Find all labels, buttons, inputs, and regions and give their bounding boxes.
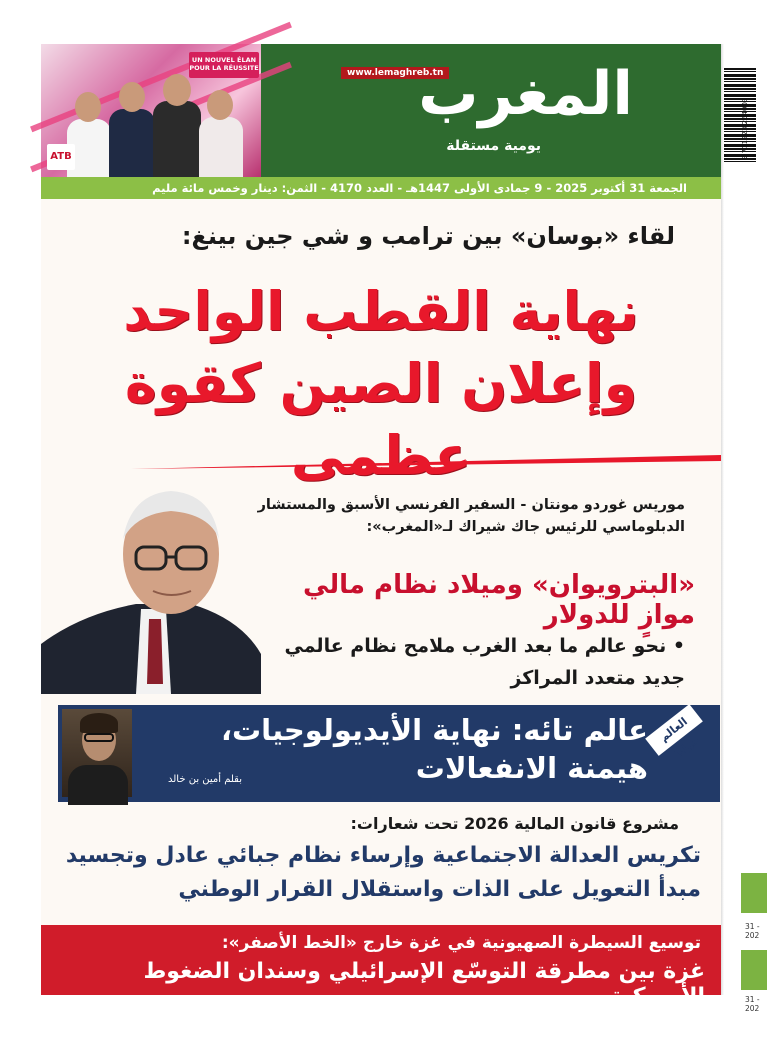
interview-bullet: • نحو عالم ما بعد الغرب ملامح نظام عالمي جديد متعدد المراكز [284, 635, 685, 689]
gaza-banner[interactable] [41, 925, 721, 1009]
barcode-number: 9 771223 254003 [741, 97, 749, 160]
brand-tagline: يومية مستقلة [446, 138, 541, 154]
portrait-illustration [41, 469, 261, 694]
red-divider [131, 455, 721, 469]
ad-banner[interactable] [41, 44, 261, 177]
interview-portrait [41, 469, 261, 694]
dateline: الجمعة 31 أكتوبر 2025 - 9 جمادى الأولى 1447هـ - العدد 4170 - الثمن: دينار وخمس مائة مليم [41, 177, 721, 199]
ad-person [199, 117, 243, 177]
brand-url[interactable]: www.lemaghreb.tn [341, 67, 449, 79]
finance-kicker: مشروع قانون المالية 2026 تحت شعارات: [350, 814, 679, 833]
side-thumbnail-label: 31 - 202 [745, 995, 760, 1013]
page-edge [721, 44, 724, 995]
side-thumbnail-label: 31 - 202 [745, 922, 760, 940]
column-byline: بقلم أمين بن خالد [168, 774, 243, 785]
lead-kicker: لقاء «بوسان» بين ترامب و شي جين بينغ: [181, 222, 675, 250]
columnist-photo [62, 709, 132, 797]
ad-person-head [75, 92, 101, 122]
lead-headline[interactable]: نهاية القطب الواحد وإعلان الصين كقوة عظمى [123, 280, 639, 487]
gaza-kicker: توسيع السيطرة الصهيونية في غزة خارج «الخط الأصفر»: [221, 933, 701, 953]
interview-intro: موريس غوردو مونتان - السفير الفرنسي الأسبق والمستشار الدبلوماسي للرئيس جاك شيراك لـ«المغرب»: [257, 497, 685, 535]
finance-headline[interactable]: تكريس العدالة الاجتماعية وإرساء نظام جبائي عادل وتجسيد مبدأ التعويل على الذات واستقلال القرار الوطني [65, 843, 701, 902]
interview-headline[interactable]: «البترويوان» وميلاد نظام مالي موازٍ للدولار [303, 570, 695, 630]
ad-person-head [163, 74, 191, 106]
side-thumbnail[interactable] [741, 950, 767, 990]
ad-person-head [207, 90, 233, 120]
brand-title: المغرب [418, 59, 633, 129]
column-badge: العالم حولنا [645, 704, 703, 756]
ad-person-head [119, 82, 145, 112]
masthead [41, 44, 721, 177]
column-headline: عالم تائه: نهاية الأيديولوجيات، هيمنة الانفعالات [221, 713, 648, 785]
atb-logo: ATB [47, 144, 75, 170]
side-thumbnail[interactable] [741, 873, 767, 913]
ad-person [153, 101, 201, 177]
gaza-headline: غزة بين مطرقة التوسّع الإسرائيلي وسندان الضغوط الأمريكية [143, 959, 705, 1009]
ad-person [109, 109, 155, 177]
barcode [724, 68, 756, 162]
opinion-column[interactable] [58, 705, 720, 802]
ad-badge: UN NOUVEL ÉLAN POUR LA RÉUSSITE [189, 52, 259, 78]
newspaper-front-page [41, 44, 721, 1009]
